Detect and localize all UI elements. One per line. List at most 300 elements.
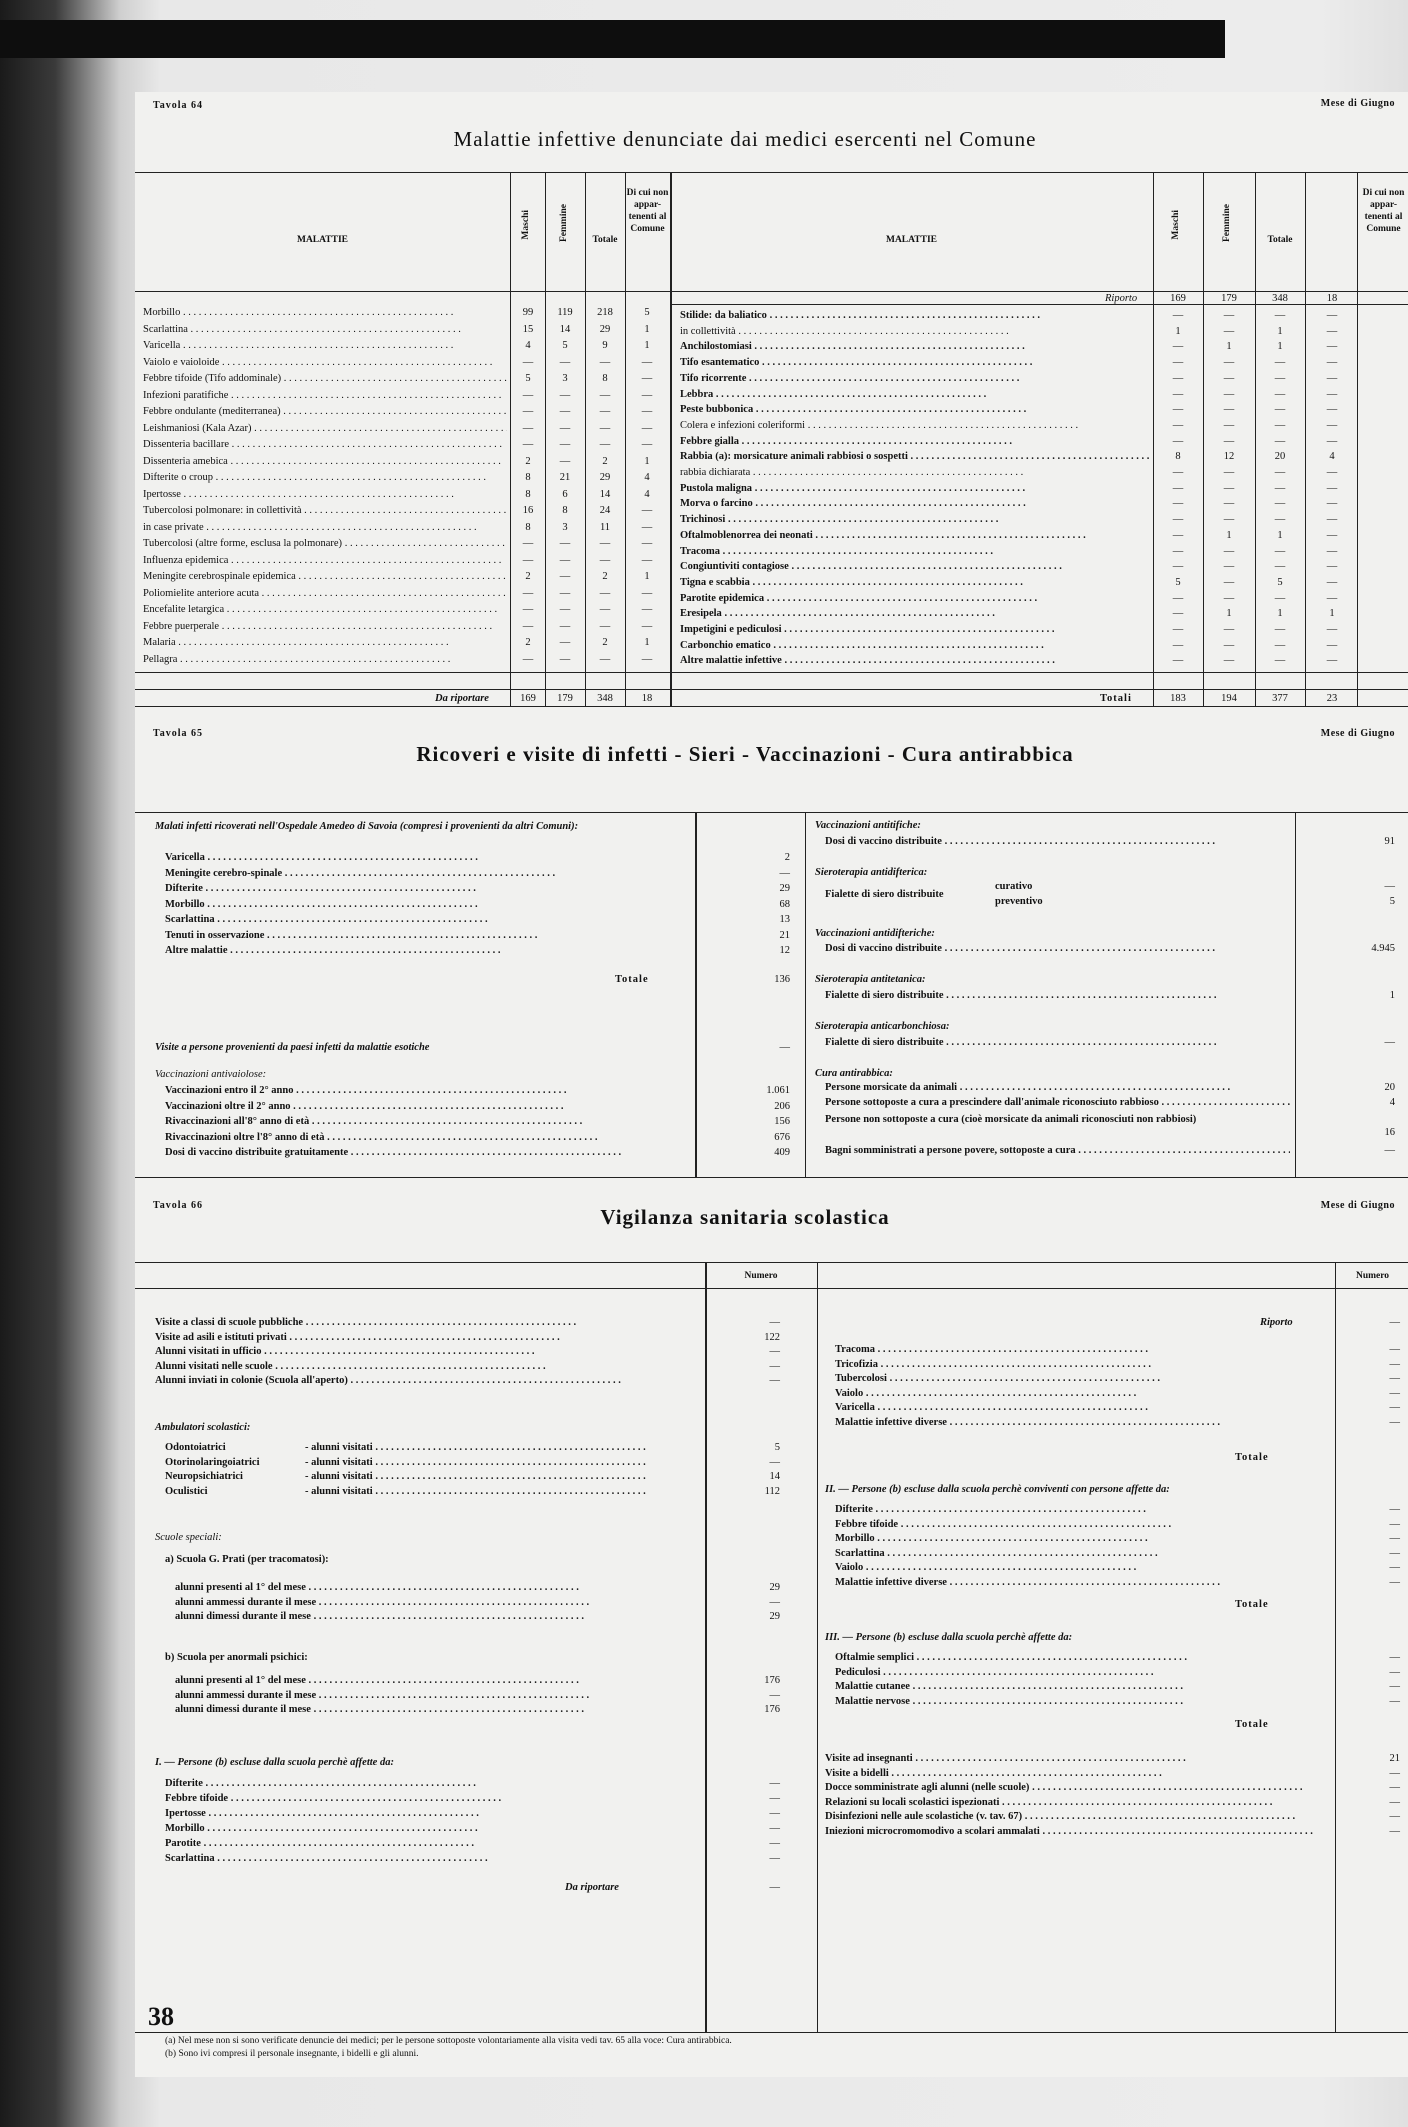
t66-iii-value: — xyxy=(1389,1695,1400,1707)
admission-label: Altre malattie . . . xyxy=(165,945,501,956)
t66-i-value: — xyxy=(769,1793,780,1804)
disease-value: — xyxy=(1274,655,1286,667)
t66-ii-label: Febbre tifoide . . . xyxy=(835,1519,1171,1530)
t65-totale-label: Totale xyxy=(615,974,649,985)
disease-value: 9 xyxy=(602,340,608,351)
t66-rtop-label: Vaiolo . . . xyxy=(835,1388,1136,1399)
t66-ii-label: Difterite . . . xyxy=(835,1504,1146,1515)
t66-rbottom-value: — xyxy=(1389,1782,1400,1793)
disease-value: — xyxy=(1172,372,1184,384)
t65-tet-label-box xyxy=(825,990,1290,1001)
header-femmine-left: Femmine xyxy=(559,204,569,242)
riporto-label: Riporto xyxy=(1105,293,1138,304)
t65-preventivo-value: 5 xyxy=(1389,896,1395,907)
disease-value: — xyxy=(559,406,571,417)
disease-value: 8 xyxy=(562,505,568,516)
disease-value: — xyxy=(1172,388,1184,400)
t66-i-label-box xyxy=(165,1808,680,1819)
disease-label: Meningite cerebrospinale epidemica . . . xyxy=(143,571,507,582)
admission-label-box xyxy=(165,945,685,956)
disease-label: Dissenteria bacillare . . . xyxy=(143,439,502,450)
left-total-maschi: 169 xyxy=(520,693,536,704)
t66-rbottom-label-box xyxy=(825,1782,1325,1793)
t66-rtop-label-box xyxy=(835,1359,1325,1370)
t65-tifiche-label: Dosi di vaccino distribuite . . . xyxy=(825,836,1215,847)
t66-i-head: I. — Persone (b) escluse dalla scuola perchè affette da: xyxy=(155,1757,394,1768)
tavola-64-label: Tavola 64 xyxy=(153,100,204,111)
t65-rab-label: Persone sottoposte a cura a prescindere dall'animale riconosciuto rabbioso . . . xyxy=(825,1097,1290,1108)
disease-value: — xyxy=(641,406,653,417)
disease-label-box xyxy=(143,555,507,566)
t65-carb-head: Sieroterapia anticarbonchiosa: xyxy=(815,1021,950,1032)
t66-ii-value: — xyxy=(1389,1518,1400,1530)
t66-a-label: alunni presenti al 1° del mese . . . xyxy=(175,1582,579,1593)
t66-rbottom-label: Disinfezioni nelle aule scolastiche (v. tav. 67) . . . xyxy=(825,1811,1295,1822)
disease-value: — xyxy=(599,389,611,401)
disease-value: — xyxy=(599,587,611,599)
disease-value: — xyxy=(1172,608,1184,620)
disease-value: 1 xyxy=(1277,608,1283,620)
disease-label: Morva o farcino . . . xyxy=(680,498,1026,509)
disease-value: — xyxy=(559,620,571,632)
t65-rab-value: — xyxy=(1384,1145,1395,1156)
tavola-64-month: Mese di Giugno xyxy=(1320,98,1395,109)
vaccination-value: 1.061 xyxy=(766,1085,790,1096)
t66-da-riportare-value: — xyxy=(769,1882,780,1893)
disease-value: — xyxy=(641,653,653,665)
t66-rtop-value: — xyxy=(1389,1344,1400,1355)
t65-vacdif-label-box xyxy=(825,943,1290,954)
t66-b-label: alunni ammessi durante il mese . . . xyxy=(175,1690,589,1701)
disease-value: 1 xyxy=(1277,325,1283,337)
t66-iii-label: Malattie nervose . . . xyxy=(835,1696,1183,1707)
disease-label: Malaria . . . xyxy=(143,637,449,648)
disease-value: — xyxy=(1326,561,1338,573)
vaccination-label-box xyxy=(165,1085,685,1096)
t66-visit-label: Alunni inviati in colonie (Scuola all'aperto) . . . xyxy=(155,1375,621,1386)
disease-value: — xyxy=(641,422,653,434)
left-total-totale: 348 xyxy=(597,693,613,704)
t66-i-value: — xyxy=(769,1823,780,1834)
tavola-65-title: Ricoveri e visite di infetti - Sieri - Vaccinazioni - Cura antirabbica xyxy=(416,742,1074,766)
t66-rtop-label-box xyxy=(835,1388,1325,1399)
t66-visit-value: — xyxy=(769,1346,780,1357)
disease-value: 1 xyxy=(1175,325,1181,337)
disease-value: 1 xyxy=(644,340,650,351)
disease-value: 2 xyxy=(602,455,608,467)
t66-a-label: alunni ammessi durante il mese . . . xyxy=(175,1597,589,1608)
disease-value: — xyxy=(641,373,653,384)
disease-value: — xyxy=(1326,467,1338,478)
t65-vacc-head: Vaccinazioni antivaiolose: xyxy=(155,1069,267,1080)
disease-label: Pustola maligna . . . xyxy=(680,483,1025,494)
document-page xyxy=(135,92,1408,2077)
disease-value: 14 xyxy=(559,323,571,335)
vaccination-value: 156 xyxy=(774,1116,790,1127)
t66-i-value: — xyxy=(769,1808,780,1819)
t66-amb-sub: - alunni visitati . . . xyxy=(305,1442,646,1453)
disease-value: — xyxy=(1172,655,1184,667)
disease-label: Parotite epidemica . . . xyxy=(680,593,1037,604)
admission-label: Meningite cerebro-spinale . . . xyxy=(165,868,555,879)
disease-value: — xyxy=(1274,372,1286,384)
t66-totale-1: Totale xyxy=(1235,1452,1269,1463)
admission-label-box xyxy=(165,868,685,879)
disease-value: — xyxy=(641,521,653,533)
t65-tifiche-head: Vaccinazioni antitifiche: xyxy=(815,820,921,831)
disease-label-box xyxy=(680,624,1150,635)
disease-value: — xyxy=(599,554,611,566)
right-total-maschi: 183 xyxy=(1170,693,1186,704)
disease-value: — xyxy=(1274,624,1286,635)
disease-label-box xyxy=(143,505,507,516)
t66-amb-value: 112 xyxy=(764,1485,780,1497)
disease-label: Febbre puerperale . . . xyxy=(143,621,492,632)
t65-curativo-value: — xyxy=(1384,881,1395,892)
disease-value: 20 xyxy=(1274,451,1286,463)
disease-value: — xyxy=(1274,592,1286,604)
disease-value: 218 xyxy=(597,307,613,318)
t66-i-label-box xyxy=(165,1793,680,1804)
disease-label: rabbia dichiarata . . . xyxy=(680,467,1023,478)
disease-value: 8 xyxy=(1175,451,1181,463)
disease-label-box xyxy=(680,483,1150,494)
t66-visit-label-box xyxy=(155,1346,680,1357)
disease-value: — xyxy=(1172,435,1184,447)
t66-rbottom-value: — xyxy=(1389,1825,1400,1837)
disease-value: — xyxy=(641,587,653,599)
t66-amb-value: 5 xyxy=(774,1442,780,1453)
disease-value: — xyxy=(1326,498,1338,510)
t66-a-label: alunni dimessi durante il mese . . . xyxy=(175,1611,584,1622)
disease-label: Colera e infezioni coleriformi . . . xyxy=(680,420,1078,431)
disease-label: Influenza epidemica . . . xyxy=(143,555,501,566)
disease-label: Tifo esantematico . . . xyxy=(680,357,1032,368)
disease-value: 29 xyxy=(599,323,611,335)
header-malattie-left: MALATTIE xyxy=(296,235,349,245)
disease-value: — xyxy=(1326,419,1338,431)
left-total-label: Da riportare xyxy=(435,693,489,704)
t66-b-label-box xyxy=(175,1675,680,1686)
admission-label-box xyxy=(165,930,685,941)
disease-value: — xyxy=(559,637,571,648)
t66-ii-label: Scarlattina . . . xyxy=(835,1548,1158,1559)
disease-value: — xyxy=(1274,310,1286,321)
t65-tet-label: Fialette di siero distribuite . . . xyxy=(825,990,1217,1001)
t66-rtop-value: — xyxy=(1389,1387,1400,1399)
t65-rab-value: 16 xyxy=(1384,1127,1395,1138)
t66-rtop-label: Tricofizia . . . xyxy=(835,1359,1151,1370)
disease-value: 14 xyxy=(599,488,611,500)
t66-rbottom-label: Iniezioni microcromomodivo a scolari ammalati . . . xyxy=(825,1826,1313,1837)
disease-label: Difterite o croup . . . xyxy=(143,472,486,483)
t65-vacdif-label: Dosi di vaccino distribuite . . . xyxy=(825,943,1215,954)
t65-rab-label-box xyxy=(825,1145,1290,1156)
t65-fialette: Fialette di siero distribuite xyxy=(825,889,944,900)
t66-rbottom-label: Docce somministrate agli alunni (nelle scuole) . . . xyxy=(825,1782,1302,1793)
t65-carb-label-box xyxy=(825,1037,1290,1048)
disease-value: — xyxy=(522,538,534,549)
t65-rab-label: Persone morsicate da animali . . . xyxy=(825,1082,1230,1093)
disease-value: — xyxy=(599,439,611,450)
t66-visit-label-box xyxy=(155,1361,680,1372)
t66-ii-value: — xyxy=(1389,1576,1400,1588)
disease-label-box xyxy=(680,389,1150,400)
t66-iii-value: — xyxy=(1389,1666,1400,1678)
disease-value: — xyxy=(1326,372,1338,384)
t66-rtop-label-box xyxy=(835,1373,1325,1384)
disease-value: — xyxy=(1172,467,1184,478)
t66-b-label-box xyxy=(175,1704,680,1715)
t66-ii-value: — xyxy=(1389,1547,1400,1559)
t65-vacdif-value: 4.945 xyxy=(1371,943,1395,954)
disease-value: — xyxy=(559,571,571,582)
header-maschi-left: Maschi xyxy=(521,210,531,240)
tavola-65-label: Tavola 65 xyxy=(153,728,204,739)
t66-a-label-box xyxy=(175,1582,680,1593)
t66-ii-value: — xyxy=(1389,1533,1400,1544)
disease-value: 24 xyxy=(599,505,611,516)
t66-amb-label: Neuropsichiatrici xyxy=(165,1471,243,1482)
t66-totale-2: Totale xyxy=(1235,1599,1269,1610)
disease-label-box xyxy=(143,489,507,500)
t66-ii-label: Malattie infettive diverse . . . xyxy=(835,1577,1220,1588)
t66-rtop-label: Malattie infettive diverse . . . xyxy=(835,1417,1220,1428)
admission-value: 21 xyxy=(779,929,790,941)
disease-value: 1 xyxy=(644,455,650,467)
disease-label-box xyxy=(680,467,1150,478)
t66-i-value: — xyxy=(769,1778,780,1789)
t65-vacdif-head: Vaccinazioni antidifteriche: xyxy=(815,928,935,939)
t66-rbottom-label: Visite a bidelli . . . xyxy=(825,1768,1162,1779)
admission-value: 29 xyxy=(779,883,790,894)
disease-value: — xyxy=(522,587,534,599)
t65-rab-label-box xyxy=(825,1097,1290,1108)
disease-value: — xyxy=(1172,404,1184,416)
t66-iii-value: — xyxy=(1389,1681,1400,1692)
t65-carb-value: — xyxy=(1384,1037,1395,1048)
note-b: (b) Sono ivi compresi il personale insegnante, i bidelli e gli alunni. xyxy=(165,2049,419,2059)
disease-label-box xyxy=(680,310,1150,321)
admission-label: Tenuti in osservazione . . . xyxy=(165,930,537,941)
disease-value: — xyxy=(559,604,571,615)
t66-ii-value: — xyxy=(1389,1504,1400,1515)
disease-value: — xyxy=(1223,545,1235,557)
admission-label-box xyxy=(165,883,685,894)
disease-label-box xyxy=(143,637,507,648)
disease-label: Eresipela . . . xyxy=(680,608,995,619)
disease-label-box xyxy=(680,373,1150,384)
disease-value: — xyxy=(641,439,653,450)
disease-value: 1 xyxy=(1226,608,1232,620)
disease-value: — xyxy=(559,356,571,368)
t66-b-label-box xyxy=(175,1690,680,1701)
disease-label: Varicella . . . xyxy=(143,340,453,351)
t66-visit-value: — xyxy=(769,1360,780,1372)
disease-value: — xyxy=(559,439,571,450)
disease-value: — xyxy=(1326,576,1338,588)
t66-rbottom-label-box xyxy=(825,1826,1325,1837)
disease-value: — xyxy=(599,356,611,368)
disease-value: 8 xyxy=(525,521,531,533)
disease-value: — xyxy=(1326,545,1338,557)
disease-label-box xyxy=(143,373,507,384)
disease-value: — xyxy=(522,439,534,450)
header-malattie-right: MALATTIE xyxy=(885,235,938,245)
header-dicui-right: Di cui non appar- tenenti al Comune xyxy=(1362,188,1405,234)
disease-value: — xyxy=(1326,404,1338,416)
t65-visite-label: Visite a persone provenienti da paesi infetti da malattie esotiche xyxy=(155,1042,430,1053)
header-femmine-right: Femmine xyxy=(1222,204,1232,242)
t66-i-label: Febbre tifoide . . . xyxy=(165,1793,501,1804)
vaccination-label-box xyxy=(165,1101,685,1112)
disease-value: — xyxy=(1223,372,1235,384)
disease-label-box xyxy=(680,561,1150,572)
t66-rbottom-label-box xyxy=(825,1797,1325,1808)
disease-value: — xyxy=(1223,624,1235,635)
disease-value: — xyxy=(522,406,534,417)
t66-b-label: alunni presenti al 1° del mese . . . xyxy=(175,1675,579,1686)
t65-rab-label-box xyxy=(825,1082,1290,1093)
t66-amb-label: Oculistici xyxy=(165,1485,208,1497)
t66-rbottom-label: Visite ad insegnanti . . . xyxy=(825,1753,1186,1764)
disease-value: 1 xyxy=(1329,608,1335,620)
disease-label: in collettività . . . xyxy=(680,326,1009,337)
t65-curativo-label: curativo xyxy=(995,881,1033,892)
left-total-dicui: 18 xyxy=(641,693,653,704)
disease-label: Rabbia (a): morsicature animali rabbiosi o sospetti . . . xyxy=(680,451,1150,462)
disease-value: 5 xyxy=(525,373,531,384)
disease-label-box xyxy=(143,423,507,434)
disease-value: — xyxy=(1172,561,1184,573)
disease-value: — xyxy=(522,620,534,632)
riporto-femmine: 179 xyxy=(1221,293,1237,304)
t66-visit-label-box xyxy=(155,1332,680,1343)
t66-b-value: 176 xyxy=(764,1675,780,1686)
disease-label-box xyxy=(143,571,507,582)
disease-value: — xyxy=(641,620,653,632)
admission-label: Scarlattina . . . xyxy=(165,914,488,925)
disease-label-box xyxy=(143,324,507,335)
t66-i-label: Ipertosse . . . xyxy=(165,1808,479,1819)
admission-label-box xyxy=(165,899,685,910)
disease-label-box xyxy=(143,340,507,351)
t66-i-label-box xyxy=(165,1838,680,1849)
disease-value: — xyxy=(1274,435,1286,447)
admission-value: — xyxy=(779,867,790,879)
disease-label: Tifo ricorrente . . . xyxy=(680,373,1019,384)
disease-value: — xyxy=(1172,545,1184,557)
t66-rbottom-label: Relazioni su locali scolastici ispezionati . . . xyxy=(825,1797,1272,1808)
disease-value: — xyxy=(1223,498,1235,510)
disease-label: in case private . . . xyxy=(143,522,477,533)
disease-label-box xyxy=(680,546,1150,557)
disease-label-box xyxy=(143,621,507,632)
header-totale-right: Totale xyxy=(1267,235,1293,245)
scan-top-band xyxy=(0,20,1225,58)
disease-label: Leishmaniosi (Kala Azar) . . . xyxy=(143,423,507,434)
t66-amb-label: Odontoiatrici xyxy=(165,1442,226,1453)
disease-value: — xyxy=(1223,467,1235,478)
disease-value: — xyxy=(1223,514,1235,526)
disease-label-box xyxy=(680,341,1150,352)
t66-iii-label: Oftalmie semplici . . . xyxy=(835,1652,1187,1663)
t65-tifiche-value: 91 xyxy=(1384,836,1395,847)
t66-riporto-value: — xyxy=(1389,1317,1400,1328)
tavola-65-month: Mese di Giugno xyxy=(1320,728,1395,739)
admission-label: Difterite . . . xyxy=(165,883,476,894)
tavola-66-month: Mese di Giugno xyxy=(1320,1200,1395,1211)
disease-label: Trichinosi . . . xyxy=(680,514,998,525)
disease-value: — xyxy=(599,604,611,615)
disease-value: — xyxy=(559,587,571,599)
disease-value: — xyxy=(522,554,534,566)
disease-value: — xyxy=(1326,655,1338,667)
disease-value: — xyxy=(1274,498,1286,510)
tavola-64-title: Malattie infettive denunciate dai medici esercenti nel Comune xyxy=(453,127,1037,151)
t66-rbottom-value: 21 xyxy=(1389,1753,1400,1764)
disease-label: Febbre gialla . . . xyxy=(680,436,1012,447)
admission-label-box xyxy=(165,914,685,925)
disease-value: — xyxy=(1223,561,1235,573)
disease-value: — xyxy=(1274,482,1286,494)
disease-value: 1 xyxy=(1226,529,1232,541)
disease-value: — xyxy=(1223,435,1235,447)
header-dicui-left: Di cui non appar- tenenti al Comune xyxy=(626,188,669,234)
vaccination-label: Rivaccinazioni all'8° anno di età . . . xyxy=(165,1116,582,1127)
disease-value: — xyxy=(1223,419,1235,431)
disease-value: — xyxy=(1172,357,1184,369)
disease-value: — xyxy=(522,389,534,401)
disease-value: 8 xyxy=(602,373,608,384)
disease-value: — xyxy=(1274,467,1286,478)
disease-value: — xyxy=(1274,514,1286,526)
disease-value: 1 xyxy=(1277,529,1283,541)
disease-value: — xyxy=(1172,639,1184,651)
disease-label-box xyxy=(680,326,1150,337)
disease-value: 8 xyxy=(525,472,531,483)
disease-label: Encefalite letargica . . . xyxy=(143,604,497,615)
disease-label: Peste bubbonica . . . xyxy=(680,404,1026,415)
t66-rtop-label: Tubercolosi . . . xyxy=(835,1373,1160,1384)
t66-iii-value: — xyxy=(1389,1652,1400,1663)
disease-label-box xyxy=(143,538,507,549)
disease-value: — xyxy=(1223,357,1235,369)
disease-value: 5 xyxy=(562,340,568,351)
left-total-femmine: 179 xyxy=(557,693,573,704)
t66-amb-label: Otorinolaringoiatrici xyxy=(165,1456,260,1468)
header-maschi-right: Maschi xyxy=(1171,210,1181,240)
t66-b-value: 176 xyxy=(764,1704,780,1715)
t66-i-value: — xyxy=(769,1838,780,1849)
tavola-66-label: Tavola 66 xyxy=(153,1200,204,1211)
t66-amb-sub: - alunni visitati . . . xyxy=(305,1457,646,1468)
disease-value: — xyxy=(1326,388,1338,400)
disease-value: — xyxy=(1223,325,1235,337)
disease-label: Lebbra . . . xyxy=(680,389,986,400)
disease-label: Tubercolosi (altre forme, esclusa la polmonare) . . . xyxy=(143,538,507,549)
disease-label-box xyxy=(680,640,1150,651)
right-total-femmine: 194 xyxy=(1221,693,1237,704)
disease-value: — xyxy=(599,538,611,549)
disease-value: — xyxy=(1172,482,1184,494)
t66-rtop-label: Varicella . . . xyxy=(835,1402,1148,1413)
disease-value: — xyxy=(1326,325,1338,337)
disease-value: — xyxy=(559,554,571,566)
t65-rab-value: 20 xyxy=(1384,1082,1395,1093)
disease-value: — xyxy=(641,389,653,401)
disease-value: — xyxy=(522,422,534,434)
